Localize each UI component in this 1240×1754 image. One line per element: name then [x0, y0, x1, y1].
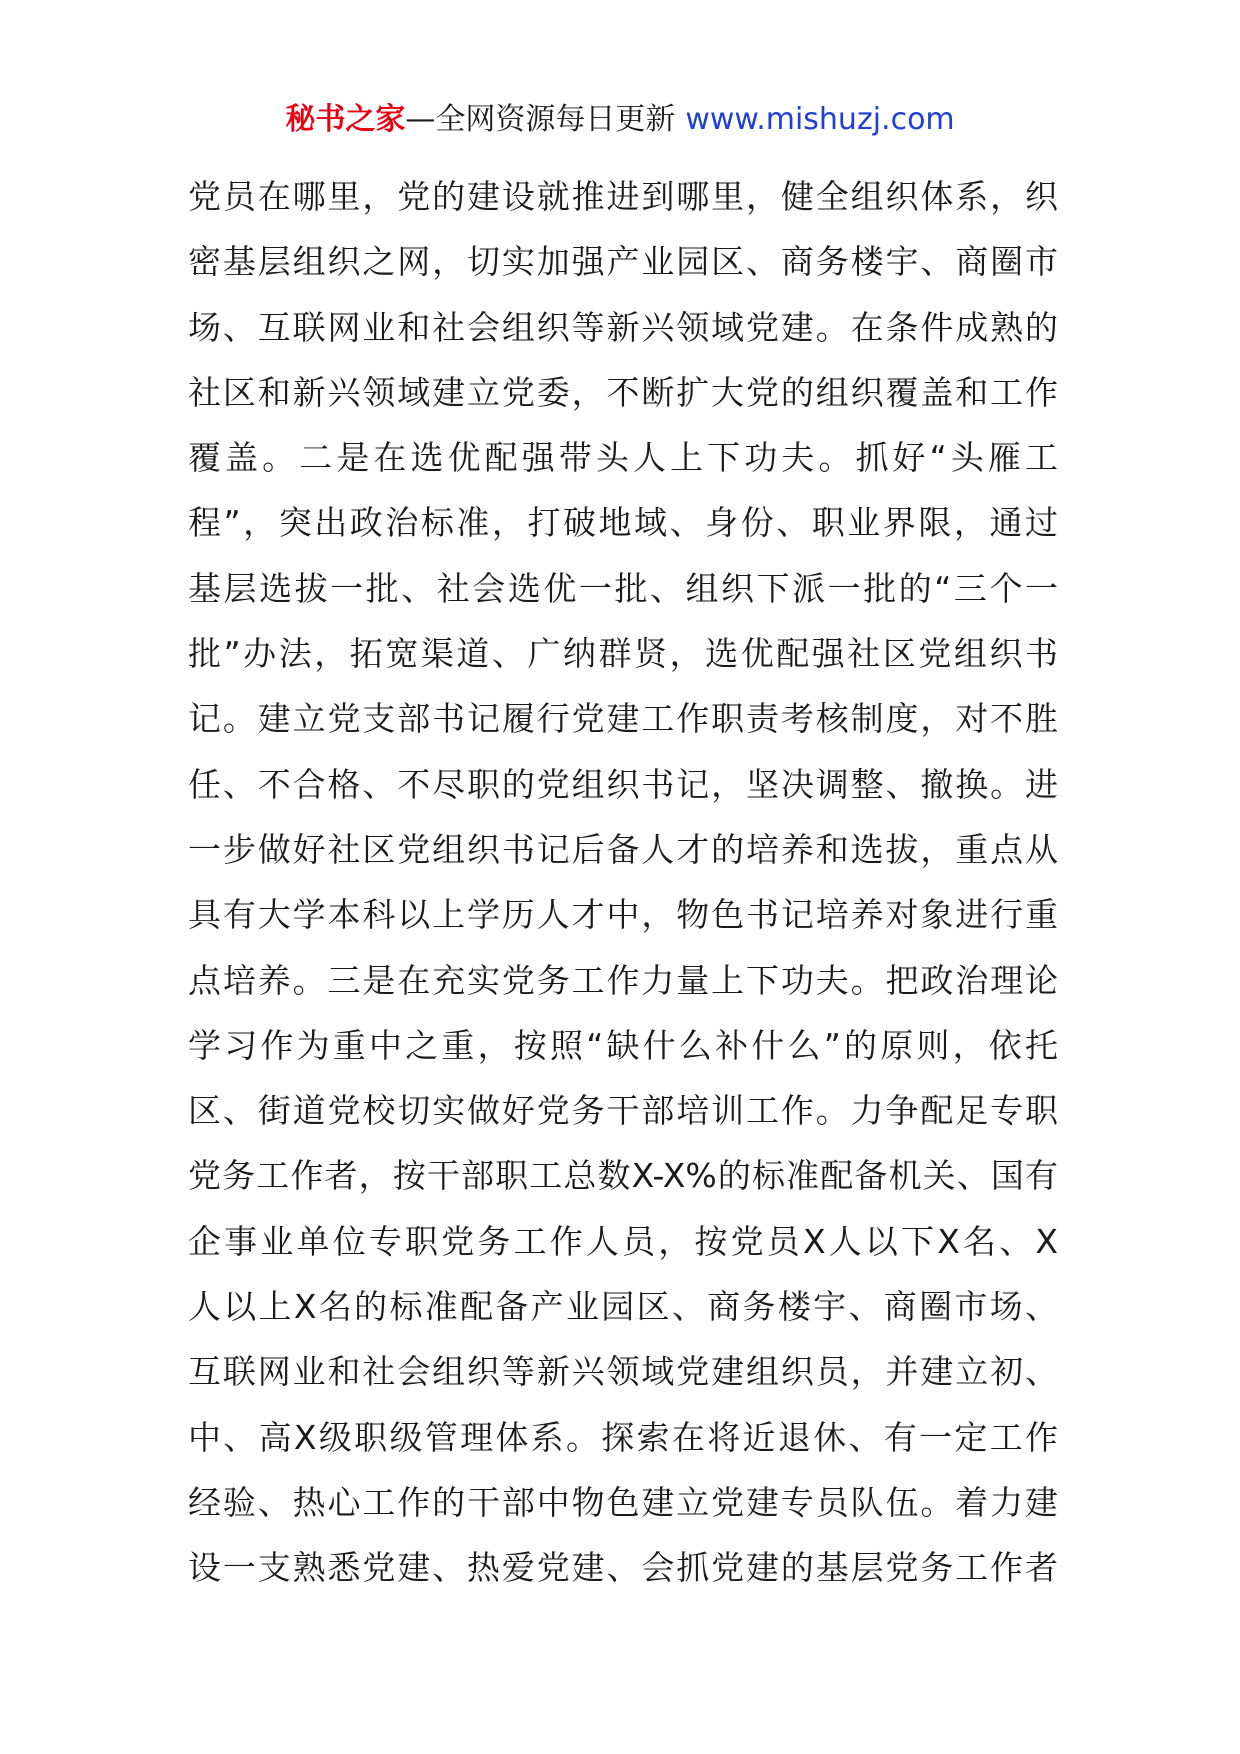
text-line: 学习作为重中之重，按照“缺什么补什么”的原则，依托	[188, 1025, 1058, 1065]
text-line: 任、不合格、不尽职的党组织书记，坚决调整、撤换。进	[188, 764, 1058, 804]
text-line: 程”，突出政治标准，打破地域、身份、职业界限，通过	[188, 503, 1058, 543]
text-line: 互联网业和社会组织等新兴领域党建组织员，并建立初、	[188, 1352, 1058, 1392]
text-line: 中、高X级职级管理体系。探索在将近退休、有一定工作	[188, 1417, 1058, 1457]
text-line: 区、街道党校切实做好党务干部培训工作。力争配足专职	[188, 1091, 1058, 1131]
text-line: 批”办法，拓宽渠道、广纳群贤，选优配强社区党组织书	[188, 634, 1058, 674]
text-line: 一步做好社区党组织书记后备人才的培养和选拔，重点从	[188, 829, 1058, 869]
text-line: 密基层组织之网，切实加强产业园区、商务楼宇、商圈市	[188, 242, 1058, 282]
text-line: 社区和新兴领域建立党委，不断扩大党的组织覆盖和工作	[188, 372, 1058, 412]
page-header	[0, 98, 1240, 142]
text-line: 党员在哪里，党的建设就推进到哪里，健全组织体系，织	[188, 177, 1058, 216]
site-brand: 秘书之家	[285, 102, 406, 137]
text-line: 经验、热心工作的干部中物色建立党建专员队伍。着力建	[188, 1482, 1058, 1522]
text-line: 基层选拔一批、社会选优一批、组织下派一批的“三个一	[188, 568, 1058, 608]
text-line: 记。建立党支部书记履行党建工作职责考核制度，对不胜	[188, 699, 1058, 739]
text-line: 点培养。三是在充实党务工作力量上下功夫。把政治理论	[188, 960, 1058, 1000]
document-body	[188, 164, 1058, 1601]
site-tagline: —全网资源每日更新	[405, 102, 676, 137]
text-line: 设一支熟悉党建、热爱党建、会抓党建的基层党务工作者	[188, 1548, 1058, 1588]
text-line: 具有大学本科以上学历人才中，物色书记培养对象进行重	[188, 895, 1058, 935]
text-line: 党务工作者，按干部职工总数X-X%的标准配备机关、国有	[188, 1156, 1058, 1196]
text-line: 场、互联网业和社会组织等新兴领域党建。在条件成熟的	[188, 307, 1058, 347]
text-line: 企事业单位专职党务工作人员，按党员X人以下X名、X	[188, 1221, 1058, 1261]
text-line: 人以上X名的标准配备产业园区、商务楼宇、商圈市场、	[188, 1287, 1058, 1327]
site-url-link[interactable]: www.mishuzj.com	[685, 102, 955, 137]
text-line: 覆盖。二是在选优配强带头人上下功夫。抓好“头雁工	[188, 438, 1058, 478]
